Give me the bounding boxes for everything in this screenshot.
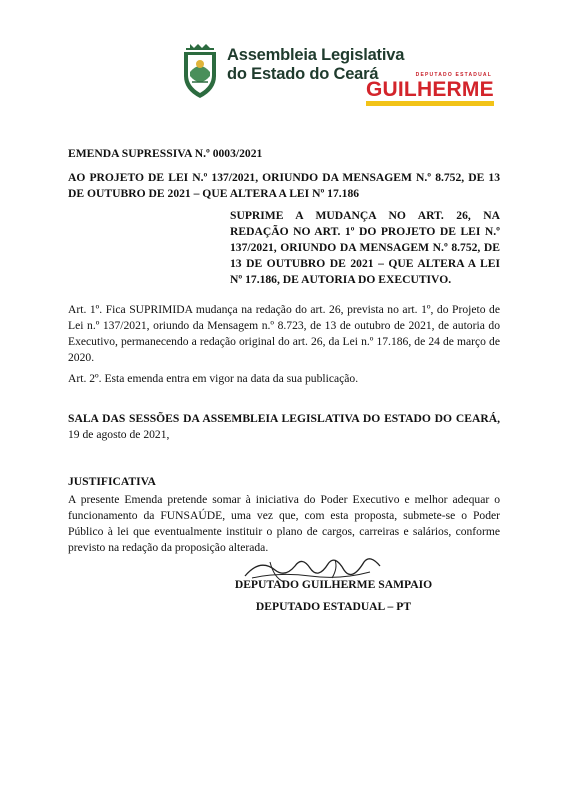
- session-date: 19 de agosto de 2021,: [68, 428, 170, 441]
- signatory-role: DEPUTADO ESTADUAL – PT: [255, 600, 412, 613]
- state-seal-icon: [180, 42, 220, 100]
- justification-text: A presente Emenda pretende somar à iniciativa do Poder Executivo e melhor adequar o funcionamento da FUNSAÚDE, uma vez que, com esta proposta, submete-se o Poder Público à lei que eventualmente instituir o plano de cargos, carreiras e salários, conforme previsto na redação da proposição alterada.: [68, 493, 500, 554]
- justification-heading: JUSTIFICATIVA: [68, 475, 156, 488]
- amendment-summary: SUPRIME A MUDANÇA NO ART. 26, NA REDAÇÃO NO ART. 1º DO PROJETO DE LEI N.º 137/2021, ORIUNDO DA MENSAGEM N.º 8.752, DE 13 DE OUTUBRO DE 2021 – QUE ALTERA A LEI Nº 17.186, DE AUTORIA DO EXECUTIVO.: [230, 209, 500, 286]
- signatory-name: DEPUTADO GUILHERME SAMPAIO: [234, 578, 433, 591]
- deputy-logo-bar: [366, 101, 494, 106]
- session-room-line: [68, 411, 500, 443]
- amendment-title: EMENDA SUPRESSIVA N.º 0003/2021: [68, 147, 263, 160]
- deputy-logo-name: GUILHERME: [366, 78, 494, 101]
- amendment-subject: AO PROJETO DE LEI N.º 137/2021, ORIUNDO DA MENSAGEM N.º 8.752, DE 13 DE OUTUBRO DE 2021 – QUE ALTERA A LEI Nº 17.186: [68, 171, 500, 200]
- signatory-name-line: [0, 578, 567, 591]
- deputy-logo: [366, 72, 494, 106]
- session-room-label: SALA DAS SESSÕES DA ASSEMBLEIA LEGISLATIVA DO ESTADO DO CEARÁ,: [68, 412, 500, 425]
- letterhead: [0, 38, 567, 108]
- assembly-name-line1: Assembleia Legislativa: [227, 46, 405, 64]
- assembly-name-line2: do Estado do Ceará: [227, 65, 379, 83]
- article-1: Art. 1º. Fica SUPRIMIDA mudança na redação do art. 26, prevista no art. 1º, do Projeto de Lei n.º 137/2021, oriundo da Mensagem n.º 8.723, de 13 de outubro de 2021, de autoria do Executivo, permanecendo a redação original do art. 26, da Lei n.º 17.186, de 24 de março de 2020.: [68, 303, 500, 364]
- signatory-role-line: [0, 600, 567, 613]
- deputy-logo-tag: DEPUTADO ESTADUAL: [415, 72, 492, 78]
- article-2: Art. 2º. Esta emenda entra em vigor na data da sua publicação.: [68, 372, 359, 385]
